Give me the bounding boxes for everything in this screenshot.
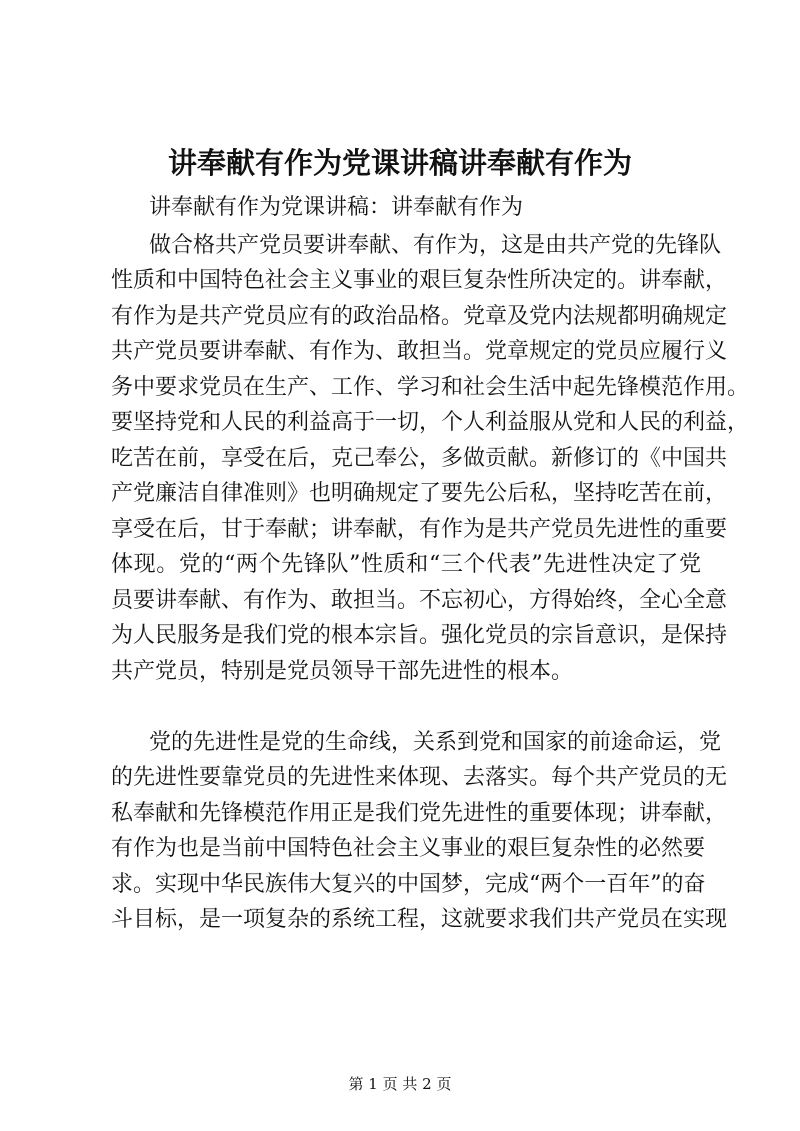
p2-line-4: 有作为也是当前中国特色社会主义事业的艰巨复杂性的必然要 — [111, 836, 706, 861]
page-footer: 第 1 页 共 2 页 — [348, 1075, 452, 1093]
p1-line-4: 共产党员要讲奉献、有作为、敢担当。党章规定的党员应履行义 — [111, 339, 728, 364]
p1-line-1: 做合格共产党员要讲奉献、有作为，这是由共产党的先锋队 — [149, 233, 722, 258]
p1-line-3: 有作为是共产党员应有的政治品格。党章及党内法规都明确规定 — [111, 304, 728, 329]
p1-line-11: 员要讲奉献、有作为、敢担当。不忘初心，方得始终，全心全意 — [111, 588, 728, 613]
p1-line-12: 为人民服务是我们党的根本宗旨。强化党员的宗旨意识，是保持 — [111, 623, 728, 648]
p1-line-6: 要坚持党和人民的利益高于一切，个人利益服从党和人民的利益， — [111, 410, 750, 435]
p2-line-3: 私奉献和先锋模范作用正是我们党先进性的重要体现；讲奉献， — [111, 801, 728, 826]
p1-line-8: 产党廉洁自律准则》也明确规定了要先公后私，坚持吃苦在前， — [111, 481, 728, 506]
p1-line-10: 体现。党的“两个先锋队”性质和“三个代表”先进性决定了党 — [111, 552, 701, 577]
document-title: 讲奉献有作为党课讲稿讲奉献有作为 — [167, 146, 632, 180]
p2-line-1: 党的先进性是党的生命线，关系到党和国家的前途命运，党 — [149, 730, 722, 755]
p2-line-5: 求。实现中华民族伟大复兴的中国梦，完成“两个一百年”的奋 — [111, 872, 706, 897]
p1-line-9: 享受在后，甘于奉献；讲奉献，有作为是共产党员先进性的重要 — [111, 517, 728, 542]
p2-line-6: 斗目标，是一项复杂的系统工程，这就要求我们共产党员在实现 — [111, 907, 728, 932]
p2-line-2: 的先进性要靠党员的先进性来体现、去落实。每个共产党员的无 — [111, 765, 728, 790]
p1-line-2: 性质和中国特色社会主义事业的艰巨复杂性所决定的。讲奉献， — [111, 268, 728, 293]
p1-line-5: 务中要求党员在生产、工作、学习和社会生活中起先锋模范作用。 — [111, 375, 750, 400]
subtitle-line: 讲奉献有作为党课讲稿：讲奉献有作为 — [149, 195, 524, 220]
p1-line-13: 共产党员，特别是党员领导干部先进性的根本。 — [111, 659, 574, 684]
p1-line-7: 吃苦在前，享受在后，克己奉公，多做贡献。新修订的《中国共 — [111, 446, 728, 471]
